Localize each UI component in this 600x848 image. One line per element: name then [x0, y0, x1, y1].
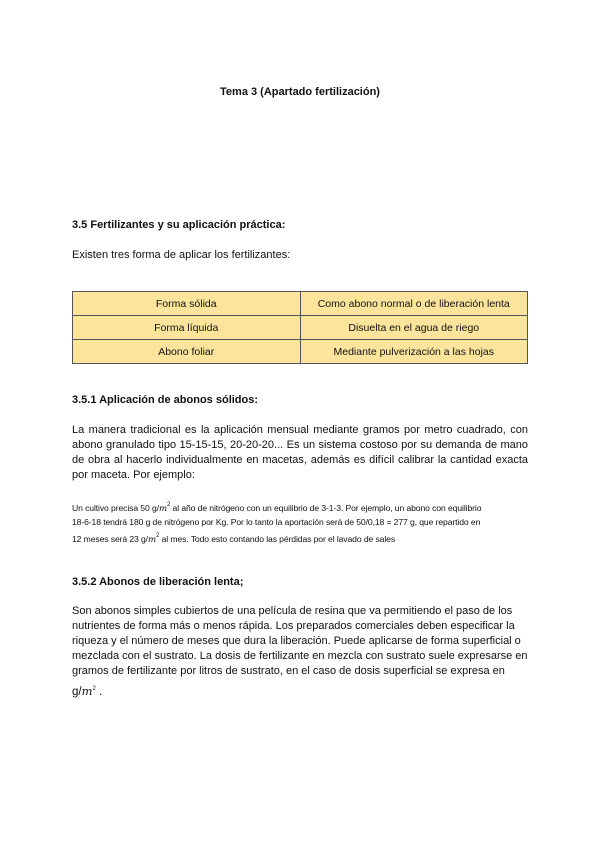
table-cell-descripcion: Como abono normal o de liberación lenta	[300, 292, 528, 316]
section-3-5-2-end: .	[95, 686, 103, 698]
section-3-5-1-paragraph: La manera tradicional es la aplicación mensual mediante gramos por metro cuadrado, con abono granulado tipo 15-15-15, 20-20-20... Es un sistema costoso por su demanda de mano de obra al hacerlo individualmente en macetas, además es difícil calibrar la cantidad exacta por maceta. Por ejemplo:	[72, 424, 528, 481]
section-3-5-2-paragraph: Son abonos simples cubiertos de una película de resina que va permitiendo el paso de los nutrientes de forma más o menos rápida. Los preparados comerciales deben especificar la riqueza y el número de meses que dura la liberación. Puede aplicarse de forma superficial o mezclada con el sustrato. La dosis de fertilizante en mezcla con sustrato suele expresarse en gramos de fertilizante por litros de sustrato, en el caso de dosis superficial se expresa en	[72, 605, 528, 677]
example-line-3	[72, 531, 532, 549]
unit-exponent: 2	[92, 686, 96, 692]
table-cell-forma: Forma sólida	[73, 292, 301, 316]
section-heading-3-5-1: 3.5.1 Aplicación de abonos sólidos:	[72, 394, 259, 406]
example-line-3-end: al mes. Todo esto contando las pérdidas por el lavado de sales	[159, 534, 396, 544]
unit-m: m	[158, 504, 167, 514]
section-3-5-intro: Existen tres forma de aplicar los fertilizantes:	[72, 249, 291, 261]
table-cell-forma: Forma líquida	[73, 316, 301, 340]
unit-m: m	[81, 684, 93, 698]
fertilizer-methods-table	[72, 291, 528, 364]
section-heading-3-5-2: 3.5.2 Abonos de liberación lenta;	[72, 576, 244, 588]
example-line-1-end: al año de nitrógeno con un equilibrio de 3-1-3. Por ejemplo, un abono con equilibrio	[170, 503, 482, 513]
unit-exponent: 2	[156, 533, 160, 539]
unit-exponent: 2	[167, 502, 171, 508]
table-cell-descripcion: Disuelta en el agua de riego	[300, 316, 528, 340]
unit-g: g/	[72, 686, 82, 698]
example-line-1-start: Un cultivo precisa 50 g/	[72, 503, 159, 513]
unit-m: m	[147, 535, 157, 545]
table-cell-forma: Abono foliar	[73, 340, 301, 364]
table-row	[73, 316, 528, 340]
section-heading-3-5: 3.5 Fertilizantes y su aplicación práctica:	[72, 219, 286, 231]
example-line-3-start: 12 meses será 23 g/	[72, 534, 148, 544]
table-row	[73, 340, 528, 364]
example-line-2: 18-6-18 tendrá 180 g de nitrógeno por Kg. Por lo tanto la aportación será de 50/0,18 = 277 g, que repartido en	[72, 517, 481, 527]
section-3-5-2-unit	[72, 684, 528, 700]
table-cell-descripcion: Mediante pulverización a las hojas	[300, 340, 528, 364]
page-title: Tema 3 (Apartado fertilización)	[220, 86, 380, 98]
table-row	[73, 292, 528, 316]
